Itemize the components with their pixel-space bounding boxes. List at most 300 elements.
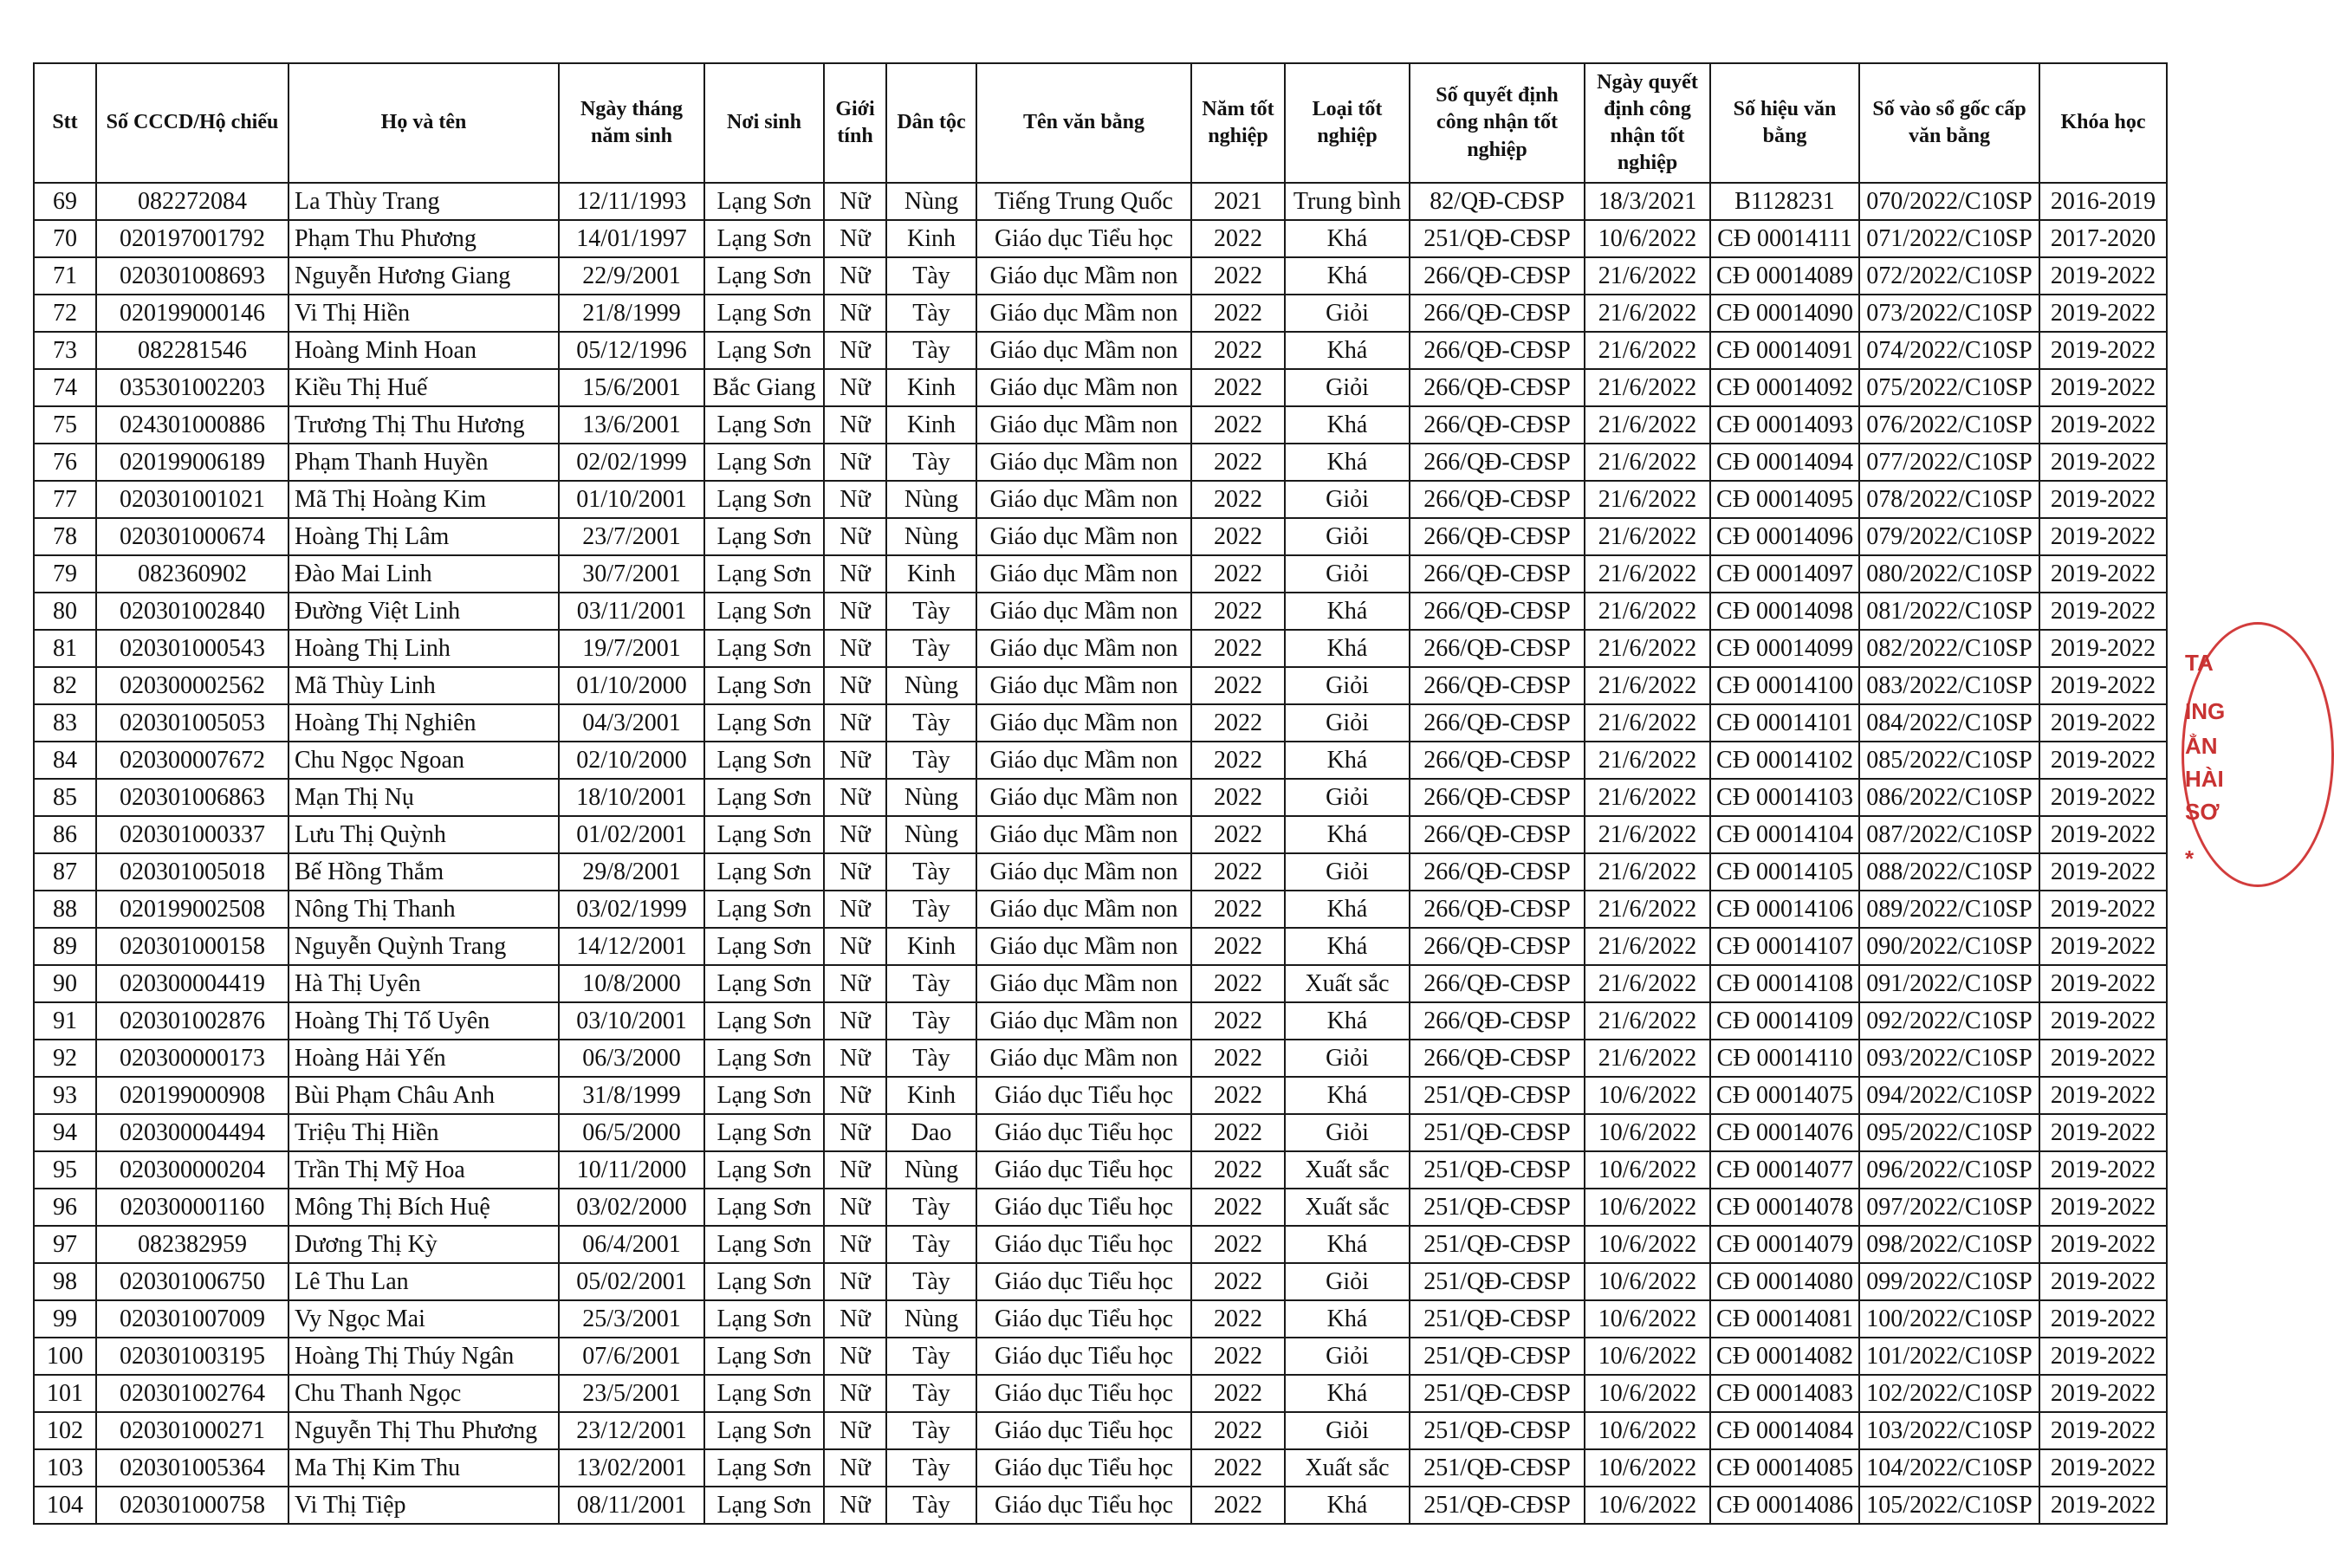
cell-birth-place: Lạng Sơn [704, 183, 824, 220]
table-row [34, 965, 2167, 1002]
cell-birth-place: Lạng Sơn [704, 1040, 824, 1077]
cell-decision-number: 251/QĐ-CĐSP [1410, 1226, 1585, 1263]
cell-birth-place: Lạng Sơn [704, 630, 824, 667]
cell-stt: 82 [34, 667, 96, 704]
cell-diploma-number: CĐ 00014097 [1710, 555, 1859, 593]
cell-birth-place: Lạng Sơn [704, 928, 824, 965]
cell-ethnicity: Nùng [886, 667, 976, 704]
cell-decision-date: 10/6/2022 [1585, 1300, 1710, 1338]
cell-birth-date: 10/8/2000 [559, 965, 704, 1002]
table-row [34, 555, 2167, 593]
cell-birth-place: Lạng Sơn [704, 481, 824, 518]
cell-course: 2019-2022 [2039, 779, 2167, 816]
stamp-fragment: * [2185, 846, 2195, 871]
cell-id-number: 020301000674 [96, 518, 289, 555]
cell-decision-number: 251/QĐ-CĐSP [1410, 1077, 1585, 1114]
cell-decision-date: 10/6/2022 [1585, 1151, 1710, 1189]
cell-birth-date: 01/10/2001 [559, 481, 704, 518]
cell-birth-date: 02/10/2000 [559, 742, 704, 779]
cell-graduation-rank: Khá [1285, 928, 1410, 965]
cell-register-number: 087/2022/C10SP [1859, 816, 2039, 853]
cell-diploma-number: CĐ 00014109 [1710, 1002, 1859, 1040]
cell-ethnicity: Tày [886, 1002, 976, 1040]
cell-decision-number: 266/QĐ-CĐSP [1410, 816, 1585, 853]
cell-graduation-year: 2022 [1191, 928, 1285, 965]
table-row [34, 220, 2167, 257]
cell-decision-date: 21/6/2022 [1585, 779, 1710, 816]
cell-ethnicity: Tày [886, 332, 976, 369]
cell-id-number: 020300000204 [96, 1151, 289, 1189]
cell-graduation-year: 2022 [1191, 518, 1285, 555]
cell-decision-date: 10/6/2022 [1585, 1375, 1710, 1412]
cell-birth-date: 29/8/2001 [559, 853, 704, 891]
cell-stt: 96 [34, 1189, 96, 1226]
cell-graduation-rank: Xuất sắc [1285, 1151, 1410, 1189]
cell-decision-number: 266/QĐ-CĐSP [1410, 295, 1585, 332]
cell-decision-number: 251/QĐ-CĐSP [1410, 1487, 1585, 1524]
cell-graduation-year: 2022 [1191, 630, 1285, 667]
cell-stt: 102 [34, 1412, 96, 1449]
cell-register-number: 090/2022/C10SP [1859, 928, 2039, 965]
cell-register-number: 079/2022/C10SP [1859, 518, 2039, 555]
cell-stt: 79 [34, 555, 96, 593]
cell-decision-number: 266/QĐ-CĐSP [1410, 779, 1585, 816]
cell-id-number: 082272084 [96, 183, 289, 220]
cell-decision-number: 266/QĐ-CĐSP [1410, 593, 1585, 630]
cell-birth-date: 18/10/2001 [559, 779, 704, 816]
cell-decision-date: 10/6/2022 [1585, 220, 1710, 257]
cell-birth-date: 13/02/2001 [559, 1449, 704, 1487]
cell-gender: Nữ [824, 444, 886, 481]
cell-course: 2019-2022 [2039, 332, 2167, 369]
cell-ethnicity: Tày [886, 891, 976, 928]
table-row [34, 891, 2167, 928]
cell-gender: Nữ [824, 965, 886, 1002]
cell-graduation-year: 2022 [1191, 965, 1285, 1002]
cell-register-number: 097/2022/C10SP [1859, 1189, 2039, 1226]
cell-graduation-year: 2022 [1191, 369, 1285, 406]
cell-degree-name: Giáo dục Tiểu học [976, 220, 1191, 257]
cell-course: 2019-2022 [2039, 1189, 2167, 1226]
cell-graduation-year: 2022 [1191, 891, 1285, 928]
cell-diploma-number: CĐ 00014111 [1710, 220, 1859, 257]
header-register-number: Số vào sổ gốc cấp văn bằng [1859, 63, 2039, 183]
cell-birth-place: Lạng Sơn [704, 816, 824, 853]
cell-decision-date: 10/6/2022 [1585, 1114, 1710, 1151]
cell-diploma-number: CĐ 00014103 [1710, 779, 1859, 816]
cell-stt: 104 [34, 1487, 96, 1524]
cell-gender: Nữ [824, 1226, 886, 1263]
cell-graduation-rank: Khá [1285, 816, 1410, 853]
cell-full-name: Dương Thị Kỳ [289, 1226, 559, 1263]
header-degree-name: Tên văn bằng [976, 63, 1191, 183]
cell-graduation-year: 2022 [1191, 853, 1285, 891]
cell-graduation-year: 2022 [1191, 1300, 1285, 1338]
cell-birth-date: 12/11/1993 [559, 183, 704, 220]
cell-birth-place: Lạng Sơn [704, 406, 824, 444]
cell-birth-place: Lạng Sơn [704, 295, 824, 332]
cell-decision-date: 21/6/2022 [1585, 444, 1710, 481]
cell-course: 2019-2022 [2039, 1114, 2167, 1151]
cell-course: 2017-2020 [2039, 220, 2167, 257]
cell-birth-date: 06/5/2000 [559, 1114, 704, 1151]
cell-id-number: 082281546 [96, 332, 289, 369]
cell-course: 2019-2022 [2039, 406, 2167, 444]
cell-decision-number: 266/QĐ-CĐSP [1410, 555, 1585, 593]
cell-register-number: 077/2022/C10SP [1859, 444, 2039, 481]
cell-ethnicity: Tày [886, 295, 976, 332]
cell-id-number: 020301003195 [96, 1338, 289, 1375]
cell-birth-date: 04/3/2001 [559, 704, 704, 742]
cell-course: 2019-2022 [2039, 257, 2167, 295]
cell-id-number: 020301000271 [96, 1412, 289, 1449]
cell-birth-date: 19/7/2001 [559, 630, 704, 667]
cell-id-number: 020301002876 [96, 1002, 289, 1040]
cell-birth-place: Lạng Sơn [704, 742, 824, 779]
cell-ethnicity: Tày [886, 853, 976, 891]
cell-course: 2019-2022 [2039, 1040, 2167, 1077]
cell-register-number: 093/2022/C10SP [1859, 1040, 2039, 1077]
cell-diploma-number: CĐ 00014110 [1710, 1040, 1859, 1077]
cell-degree-name: Giáo dục Tiểu học [976, 1189, 1191, 1226]
cell-graduation-year: 2022 [1191, 257, 1285, 295]
cell-ethnicity: Tày [886, 630, 976, 667]
table-row [34, 369, 2167, 406]
table-row [34, 667, 2167, 704]
cell-full-name: Hoàng Minh Hoan [289, 332, 559, 369]
cell-full-name: Hoàng Thị Linh [289, 630, 559, 667]
cell-gender: Nữ [824, 518, 886, 555]
cell-birth-place: Lạng Sơn [704, 704, 824, 742]
table-row [34, 704, 2167, 742]
cell-graduation-year: 2022 [1191, 816, 1285, 853]
cell-degree-name: Giáo dục Mầm non [976, 965, 1191, 1002]
cell-graduation-year: 2022 [1191, 1226, 1285, 1263]
cell-full-name: Đường Việt Linh [289, 593, 559, 630]
table-row [34, 257, 2167, 295]
cell-course: 2019-2022 [2039, 816, 2167, 853]
table-row [34, 1002, 2167, 1040]
cell-id-number: 020301007009 [96, 1300, 289, 1338]
cell-stt: 86 [34, 816, 96, 853]
cell-gender: Nữ [824, 1338, 886, 1375]
cell-id-number: 020301008693 [96, 257, 289, 295]
cell-diploma-number: CĐ 00014096 [1710, 518, 1859, 555]
cell-birth-place: Lạng Sơn [704, 853, 824, 891]
cell-ethnicity: Dao [886, 1114, 976, 1151]
cell-ethnicity: Nùng [886, 779, 976, 816]
table-row [34, 816, 2167, 853]
cell-birth-place: Lạng Sơn [704, 1114, 824, 1151]
cell-full-name: Vy Ngọc Mai [289, 1300, 559, 1338]
cell-id-number: 020301005053 [96, 704, 289, 742]
cell-degree-name: Giáo dục Mầm non [976, 593, 1191, 630]
cell-graduation-rank: Giỏi [1285, 518, 1410, 555]
cell-graduation-rank: Giỏi [1285, 1412, 1410, 1449]
table-row [34, 853, 2167, 891]
cell-degree-name: Tiếng Trung Quốc [976, 183, 1191, 220]
cell-birth-date: 23/5/2001 [559, 1375, 704, 1412]
cell-full-name: Vi Thị Hiền [289, 295, 559, 332]
cell-id-number: 020300007672 [96, 742, 289, 779]
cell-stt: 81 [34, 630, 96, 667]
cell-course: 2019-2022 [2039, 965, 2167, 1002]
cell-ethnicity: Tày [886, 1375, 976, 1412]
cell-graduation-rank: Giỏi [1285, 369, 1410, 406]
cell-ethnicity: Nùng [886, 816, 976, 853]
cell-gender: Nữ [824, 779, 886, 816]
table-row [34, 1077, 2167, 1114]
cell-decision-date: 10/6/2022 [1585, 1338, 1710, 1375]
cell-graduation-year: 2022 [1191, 1189, 1285, 1226]
cell-id-number: 082382959 [96, 1226, 289, 1263]
cell-stt: 98 [34, 1263, 96, 1300]
cell-decision-number: 266/QĐ-CĐSP [1410, 667, 1585, 704]
cell-birth-place: Lạng Sơn [704, 555, 824, 593]
cell-stt: 95 [34, 1151, 96, 1189]
cell-degree-name: Giáo dục Mầm non [976, 667, 1191, 704]
cell-degree-name: Giáo dục Mầm non [976, 257, 1191, 295]
cell-register-number: 084/2022/C10SP [1859, 704, 2039, 742]
cell-graduation-rank: Giỏi [1285, 481, 1410, 518]
cell-course: 2019-2022 [2039, 1487, 2167, 1524]
cell-full-name: Hoàng Thị Thúy Ngân [289, 1338, 559, 1375]
cell-birth-place: Lạng Sơn [704, 891, 824, 928]
cell-graduation-year: 2022 [1191, 1077, 1285, 1114]
cell-course: 2019-2022 [2039, 1226, 2167, 1263]
cell-graduation-year: 2022 [1191, 1263, 1285, 1300]
cell-graduation-rank: Khá [1285, 1300, 1410, 1338]
cell-ethnicity: Kinh [886, 220, 976, 257]
cell-register-number: 103/2022/C10SP [1859, 1412, 2039, 1449]
cell-ethnicity: Kinh [886, 555, 976, 593]
cell-diploma-number: CĐ 00014084 [1710, 1412, 1859, 1449]
cell-graduation-rank: Khá [1285, 257, 1410, 295]
cell-id-number: 020197001792 [96, 220, 289, 257]
table-row [34, 1040, 2167, 1077]
cell-course: 2019-2022 [2039, 518, 2167, 555]
cell-register-number: 075/2022/C10SP [1859, 369, 2039, 406]
graduates-table [33, 62, 2168, 1525]
table-row [34, 1375, 2167, 1412]
cell-stt: 84 [34, 742, 96, 779]
cell-diploma-number: CĐ 00014080 [1710, 1263, 1859, 1300]
cell-gender: Nữ [824, 1300, 886, 1338]
cell-id-number: 020300000173 [96, 1040, 289, 1077]
cell-register-number: 070/2022/C10SP [1859, 183, 2039, 220]
cell-birth-place: Lạng Sơn [704, 444, 824, 481]
cell-full-name: Phạm Thanh Huyền [289, 444, 559, 481]
cell-course: 2019-2022 [2039, 928, 2167, 965]
cell-graduation-rank: Giỏi [1285, 779, 1410, 816]
cell-decision-number: 251/QĐ-CĐSP [1410, 1151, 1585, 1189]
cell-diploma-number: CĐ 00014107 [1710, 928, 1859, 965]
cell-degree-name: Giáo dục Mầm non [976, 481, 1191, 518]
cell-degree-name: Giáo dục Tiểu học [976, 1338, 1191, 1375]
cell-decision-date: 10/6/2022 [1585, 1189, 1710, 1226]
cell-id-number: 020301005364 [96, 1449, 289, 1487]
cell-degree-name: Giáo dục Tiểu học [976, 1077, 1191, 1114]
cell-decision-number: 251/QĐ-CĐSP [1410, 1412, 1585, 1449]
cell-birth-place: Lạng Sơn [704, 593, 824, 630]
cell-course: 2019-2022 [2039, 1449, 2167, 1487]
stamp-fragment: SƠ [2185, 799, 2220, 825]
cell-register-number: 072/2022/C10SP [1859, 257, 2039, 295]
cell-birth-place: Lạng Sơn [704, 518, 824, 555]
cell-course: 2019-2022 [2039, 1002, 2167, 1040]
cell-decision-date: 10/6/2022 [1585, 1449, 1710, 1487]
cell-birth-date: 03/02/2000 [559, 1189, 704, 1226]
cell-register-number: 096/2022/C10SP [1859, 1151, 2039, 1189]
cell-birth-date: 06/3/2000 [559, 1040, 704, 1077]
header-decision-date: Ngày quyết định công nhận tốt nghiệp [1585, 63, 1710, 183]
cell-ethnicity: Tày [886, 444, 976, 481]
cell-id-number: 020301006863 [96, 779, 289, 816]
cell-diploma-number: CĐ 00014078 [1710, 1189, 1859, 1226]
cell-graduation-rank: Khá [1285, 406, 1410, 444]
cell-birth-place: Lạng Sơn [704, 332, 824, 369]
cell-full-name: Kiều Thị Huế [289, 369, 559, 406]
cell-course: 2019-2022 [2039, 1077, 2167, 1114]
cell-decision-number: 266/QĐ-CĐSP [1410, 704, 1585, 742]
cell-graduation-rank: Giỏi [1285, 555, 1410, 593]
cell-ethnicity: Tày [886, 1226, 976, 1263]
cell-graduation-rank: Khá [1285, 332, 1410, 369]
cell-graduation-year: 2022 [1191, 1412, 1285, 1449]
cell-ethnicity: Tày [886, 1263, 976, 1300]
cell-stt: 90 [34, 965, 96, 1002]
cell-degree-name: Giáo dục Tiểu học [976, 1375, 1191, 1412]
table-row [34, 742, 2167, 779]
cell-ethnicity: Tày [886, 965, 976, 1002]
cell-register-number: 086/2022/C10SP [1859, 779, 2039, 816]
cell-register-number: 092/2022/C10SP [1859, 1002, 2039, 1040]
cell-decision-date: 21/6/2022 [1585, 555, 1710, 593]
cell-degree-name: Giáo dục Mầm non [976, 369, 1191, 406]
cell-id-number: 020300002562 [96, 667, 289, 704]
cell-gender: Nữ [824, 630, 886, 667]
cell-stt: 93 [34, 1077, 96, 1114]
cell-register-number: 098/2022/C10SP [1859, 1226, 2039, 1263]
cell-degree-name: Giáo dục Mầm non [976, 295, 1191, 332]
cell-degree-name: Giáo dục Mầm non [976, 928, 1191, 965]
cell-diploma-number: B1128231 [1710, 183, 1859, 220]
cell-diploma-number: CĐ 00014105 [1710, 853, 1859, 891]
cell-ethnicity: Nùng [886, 481, 976, 518]
cell-course: 2019-2022 [2039, 444, 2167, 481]
cell-birth-place: Lạng Sơn [704, 667, 824, 704]
cell-course: 2019-2022 [2039, 667, 2167, 704]
cell-decision-number: 266/QĐ-CĐSP [1410, 965, 1585, 1002]
cell-degree-name: Giáo dục Mầm non [976, 332, 1191, 369]
cell-stt: 74 [34, 369, 96, 406]
cell-degree-name: Giáo dục Mầm non [976, 779, 1191, 816]
cell-register-number: 105/2022/C10SP [1859, 1487, 2039, 1524]
cell-id-number: 020199002508 [96, 891, 289, 928]
cell-graduation-rank: Xuất sắc [1285, 1189, 1410, 1226]
cell-decision-number: 266/QĐ-CĐSP [1410, 742, 1585, 779]
cell-decision-date: 21/6/2022 [1585, 406, 1710, 444]
cell-full-name: Nguyễn Hương Giang [289, 257, 559, 295]
cell-decision-number: 266/QĐ-CĐSP [1410, 369, 1585, 406]
cell-birth-place: Lạng Sơn [704, 1487, 824, 1524]
cell-decision-number: 266/QĐ-CĐSP [1410, 853, 1585, 891]
table-row [34, 295, 2167, 332]
cell-course: 2019-2022 [2039, 369, 2167, 406]
cell-course: 2019-2022 [2039, 295, 2167, 332]
cell-id-number: 020300004494 [96, 1114, 289, 1151]
cell-diploma-number: CĐ 00014098 [1710, 593, 1859, 630]
cell-diploma-number: CĐ 00014104 [1710, 816, 1859, 853]
stamp-fragment: ING [2185, 698, 2226, 724]
header-birth-date: Ngày tháng năm sinh [559, 63, 704, 183]
cell-full-name: Hà Thị Uyên [289, 965, 559, 1002]
cell-degree-name: Giáo dục Mầm non [976, 816, 1191, 853]
cell-diploma-number: CĐ 00014077 [1710, 1151, 1859, 1189]
cell-gender: Nữ [824, 1263, 886, 1300]
cell-full-name: Nông Thị Thanh [289, 891, 559, 928]
cell-id-number: 020300001160 [96, 1189, 289, 1226]
cell-gender: Nữ [824, 1375, 886, 1412]
stamp-fragment: ẲN [2185, 733, 2218, 759]
header-row [34, 63, 2167, 183]
cell-ethnicity: Tày [886, 257, 976, 295]
cell-full-name: Nguyễn Quỳnh Trang [289, 928, 559, 965]
table-row [34, 928, 2167, 965]
cell-birth-place: Lạng Sơn [704, 779, 824, 816]
cell-degree-name: Giáo dục Mầm non [976, 853, 1191, 891]
cell-gender: Nữ [824, 1040, 886, 1077]
cell-graduation-year: 2022 [1191, 481, 1285, 518]
cell-birth-date: 03/02/1999 [559, 891, 704, 928]
cell-course: 2019-2022 [2039, 1263, 2167, 1300]
table-row [34, 1300, 2167, 1338]
cell-graduation-rank: Khá [1285, 630, 1410, 667]
cell-decision-date: 10/6/2022 [1585, 1487, 1710, 1524]
cell-ethnicity: Tày [886, 593, 976, 630]
cell-graduation-year: 2022 [1191, 1151, 1285, 1189]
cell-full-name: La Thùy Trang [289, 183, 559, 220]
cell-register-number: 083/2022/C10SP [1859, 667, 2039, 704]
stamp-fragment: TA [2185, 650, 2214, 676]
cell-graduation-rank: Khá [1285, 742, 1410, 779]
cell-degree-name: Giáo dục Mầm non [976, 518, 1191, 555]
cell-full-name: Mạn Thị Nụ [289, 779, 559, 816]
cell-ethnicity: Tày [886, 1040, 976, 1077]
header-stt: Stt [34, 63, 96, 183]
cell-birth-date: 08/11/2001 [559, 1487, 704, 1524]
cell-birth-date: 05/02/2001 [559, 1263, 704, 1300]
cell-decision-date: 18/3/2021 [1585, 183, 1710, 220]
cell-id-number: 020301006750 [96, 1263, 289, 1300]
cell-decision-date: 10/6/2022 [1585, 1226, 1710, 1263]
cell-degree-name: Giáo dục Tiểu học [976, 1114, 1191, 1151]
cell-diploma-number: CĐ 00014081 [1710, 1300, 1859, 1338]
table-row [34, 1338, 2167, 1375]
cell-degree-name: Giáo dục Mầm non [976, 742, 1191, 779]
cell-gender: Nữ [824, 928, 886, 965]
cell-degree-name: Giáo dục Tiểu học [976, 1487, 1191, 1524]
cell-ethnicity: Kinh [886, 928, 976, 965]
cell-birth-date: 13/6/2001 [559, 406, 704, 444]
cell-stt: 73 [34, 332, 96, 369]
cell-graduation-rank: Xuất sắc [1285, 1449, 1410, 1487]
cell-register-number: 095/2022/C10SP [1859, 1114, 2039, 1151]
cell-decision-date: 21/6/2022 [1585, 667, 1710, 704]
cell-gender: Nữ [824, 183, 886, 220]
cell-graduation-rank: Khá [1285, 1375, 1410, 1412]
cell-decision-date: 21/6/2022 [1585, 891, 1710, 928]
